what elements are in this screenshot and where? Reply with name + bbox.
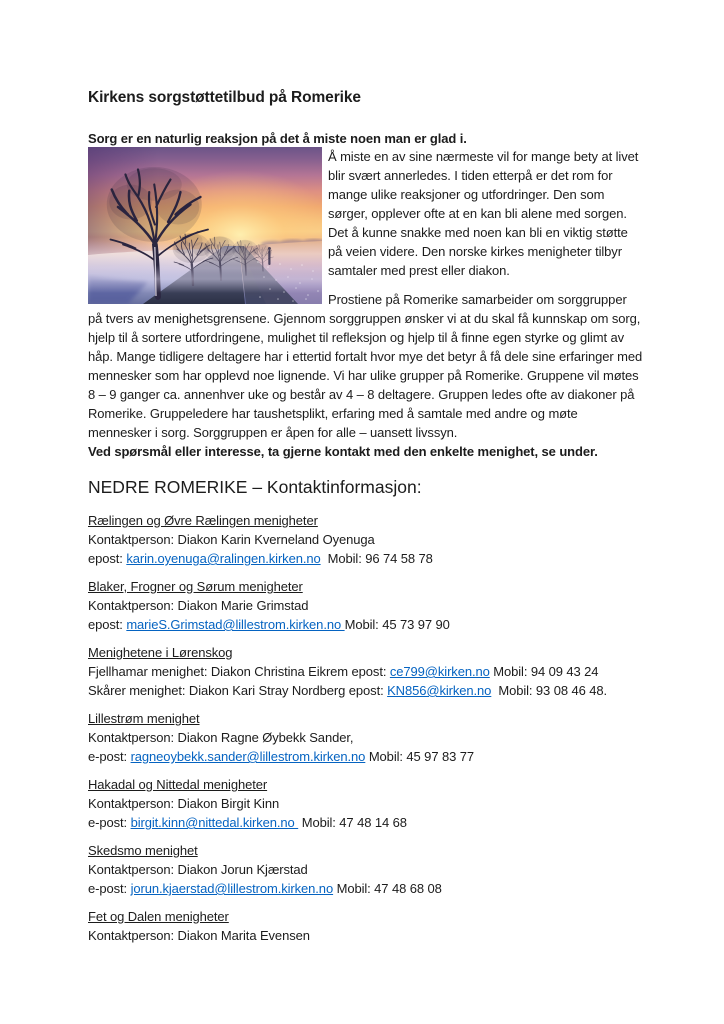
contact-text: Mobil: 94 09 43 24 xyxy=(489,664,599,679)
contact-cta-line: Ved spørsmål eller interesse, ta gjerne kontakt med den enkelte menighet, se under. xyxy=(88,444,598,459)
contact-section-heading: Rælingen og Øvre Rælingen menigheter xyxy=(88,513,318,528)
contact-section xyxy=(88,841,644,898)
contact-section xyxy=(88,907,644,945)
intro-paragraph: Å miste en av sine nærmeste vil for mange bety at livet blir svært annerledes. I tiden etterpå er det rom for mange ulike reaksjoner og utfordringer. Den som sørger, opplever ofte at en kan bli alene med sorgen. Det å kunne snakke med noen kan bli en viktig støtte på veien videre. Den norske kirkes menigheter tilbyr samtaler med prest eller diakon. xyxy=(328,149,639,278)
contact-section xyxy=(88,709,644,766)
contact-line xyxy=(88,926,644,945)
contact-line xyxy=(88,596,644,615)
contacts-list xyxy=(88,511,644,945)
contact-text: e-post: xyxy=(88,815,131,830)
winter-road-sunrise-photo xyxy=(88,147,322,304)
page-title: Kirkens sorgstøttetilbud på Romerike xyxy=(88,89,361,106)
contact-text: e-post: xyxy=(88,749,131,764)
contact-text: Kontaktperson: Diakon Jorun Kjærstad xyxy=(88,862,308,877)
region-heading: NEDRE ROMERIKE – Kontaktinformasjon: xyxy=(88,477,422,497)
contact-line xyxy=(88,530,644,549)
contact-line xyxy=(88,681,644,700)
email-link[interactable]: birgit.kinn@nittedal.kirken.no xyxy=(130,815,299,830)
contact-text: Kontaktperson: Diakon Marie Grimstad xyxy=(88,598,309,613)
contact-section xyxy=(88,577,644,634)
contact-section xyxy=(88,775,644,832)
email-link[interactable]: karin.oyenuga@ralingen.kirken.no xyxy=(126,551,321,566)
email-link[interactable]: marieS.Grimstad@lillestrom.kirken.no xyxy=(126,617,345,632)
contact-text: Mobil: 47 48 14 68 xyxy=(298,815,407,830)
contact-section-heading: Skedsmo menighet xyxy=(88,843,198,858)
contact-line xyxy=(88,747,644,766)
contact-text: Mobil: 45 97 83 77 xyxy=(365,749,474,764)
email-link[interactable]: KN856@kirken.no xyxy=(387,683,492,698)
contact-line xyxy=(88,549,644,568)
contact-section xyxy=(88,511,644,568)
contact-section-heading: Lillestrøm menighet xyxy=(88,711,200,726)
contact-section-heading: Hakadal og Nittedal menigheter xyxy=(88,777,268,792)
contact-text: Skårer menighet: Diakon Kari Stray Nordberg epost: xyxy=(88,683,388,698)
contact-text: Kontaktperson: Diakon Birgit Kinn xyxy=(88,796,280,811)
contact-line xyxy=(88,662,644,681)
contact-line xyxy=(88,794,644,813)
email-link[interactable]: ragneoybekk.sander@lillestrom.kirken.no xyxy=(130,749,366,764)
email-link[interactable]: jorun.kjaerstad@lillestrom.kirken.no xyxy=(130,881,334,896)
contact-line xyxy=(88,860,644,879)
contact-text: epost: xyxy=(88,551,127,566)
contact-line xyxy=(88,728,644,747)
contact-text: epost: xyxy=(88,617,127,632)
contact-line xyxy=(88,615,644,634)
contact-text: Mobil: 45 73 97 90 xyxy=(344,617,450,632)
contact-text: e-post: xyxy=(88,881,131,896)
contact-section-heading: Fet og Dalen menigheter xyxy=(88,909,229,924)
intro-flow xyxy=(88,147,644,461)
contact-text: Kontaktperson: Diakon Ragne Øybekk Sander, xyxy=(88,730,354,745)
lead-bold-line: Sorg er en naturlig reaksjon på det å miste noen man er glad i. xyxy=(88,131,467,146)
contact-text: Mobil: 93 08 46 48. xyxy=(491,683,608,698)
contact-text: Mobil: 96 74 58 78 xyxy=(320,551,433,566)
contact-text: Kontaktperson: Diakon Marita Evensen xyxy=(88,928,310,943)
contact-section xyxy=(88,643,644,700)
sorggrupper-paragraph: Prostiene på Romerike samarbeider om sorggrupper på tvers av menighetsgrensene. Gjennom sorggruppen ønsker vi at du skal få kunnskap om sorg, hjelp til å sortere utfordringene, mulighet til refleksjon og hjelp til å finne egen styrke og glimt av håp. Mange tidligere deltagere har i ettertid fortalt hvor mye det betyr å få dele sine erfaringer med mennesker som har opplevd noe lignende. Vi har ulike grupper på Romerike. Gruppene vil møtes 8 – 9 ganger ca. annenhver uke og består av 4 – 8 deltagere. Gruppen ledes ofte av diakoner på Romerike. Gruppeledere har taushetsplikt, erfaring med å samtale med andre og møte mennesker i sorg. Sorggruppen er åpen for alle – uansett livssyn. xyxy=(88,292,643,440)
email-link[interactable]: ce799@kirken.no xyxy=(389,664,490,679)
contact-line xyxy=(88,813,644,832)
contact-line xyxy=(88,879,644,898)
contact-text: Fjellhamar menighet: Diakon Christina Eikrem epost: xyxy=(88,664,390,679)
contact-text: Kontaktperson: Diakon Karin Kverneland Oyenuga xyxy=(88,532,375,547)
contact-section-heading: Menighetene i Lørenskog xyxy=(88,645,233,660)
contact-section-heading: Blaker, Frogner og Sørum menigheter xyxy=(88,579,303,594)
contact-text: Mobil: 47 48 68 08 xyxy=(333,881,442,896)
